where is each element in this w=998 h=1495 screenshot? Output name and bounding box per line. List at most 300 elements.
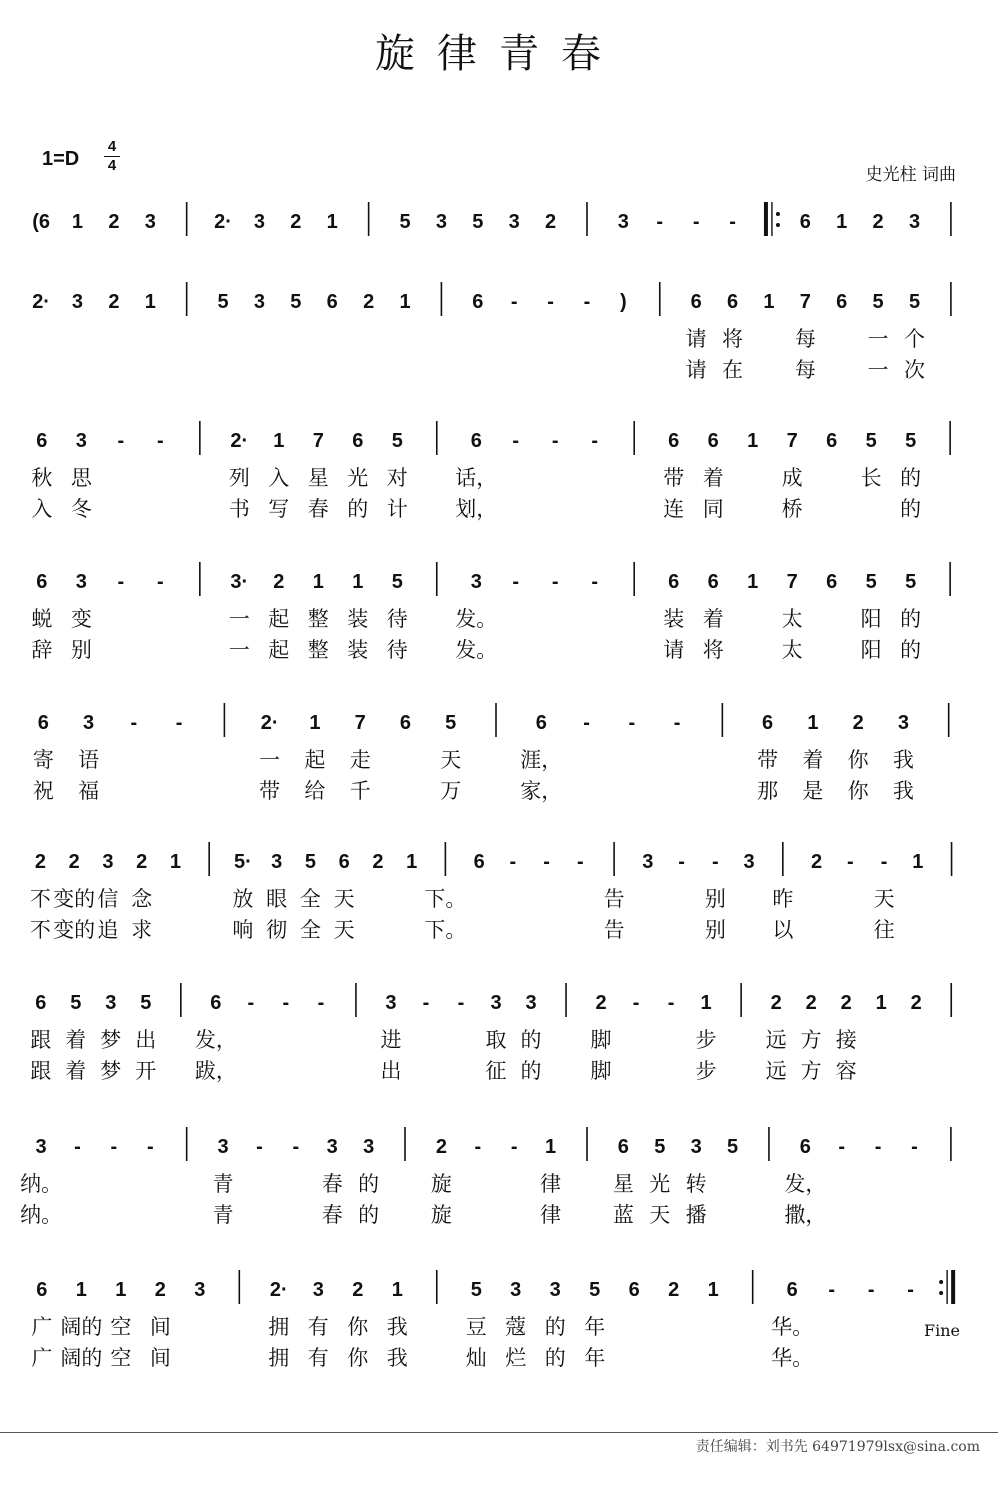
lyric-syllable: 带 xyxy=(757,748,779,772)
note: 3· xyxy=(230,571,249,593)
note-dash: - xyxy=(510,291,518,313)
lyric-syllable: 着 xyxy=(65,1059,87,1083)
note-dash: - xyxy=(157,571,164,593)
note: 1 xyxy=(71,211,84,233)
note: 3 xyxy=(83,712,95,734)
note: 2 xyxy=(545,211,557,233)
note: 2 xyxy=(435,1136,447,1158)
note: 2 xyxy=(668,1279,680,1301)
note: 1 xyxy=(391,1279,403,1301)
note: 2 xyxy=(872,211,884,233)
note: 6 xyxy=(826,571,838,593)
note: 5 xyxy=(472,211,484,233)
song-title: 旋律青春 xyxy=(375,31,623,77)
note: 6 xyxy=(668,571,680,593)
note: 7 xyxy=(786,430,798,452)
note: 5 xyxy=(726,1136,739,1158)
note: 6 xyxy=(36,571,48,593)
note-dash: - xyxy=(543,851,550,873)
lyric-syllable: 装 xyxy=(663,607,685,631)
lyric-syllable: 春 xyxy=(321,1172,343,1196)
lyric-syllable: 对 xyxy=(386,466,408,490)
note-dash: - xyxy=(474,1136,482,1158)
note: 6 xyxy=(786,1279,798,1301)
note: 3 xyxy=(510,1279,522,1301)
lyric-syllable: 华。 xyxy=(771,1315,814,1339)
note: 3 xyxy=(385,992,397,1014)
note: 2 xyxy=(34,851,46,873)
lyric-syllable: 出 xyxy=(380,1059,402,1083)
note: 5 xyxy=(589,1279,601,1301)
lyric-syllable: 追 xyxy=(97,918,119,942)
note: 6 xyxy=(399,712,412,734)
note: 6 xyxy=(473,851,485,873)
lyric-syllable: 万 xyxy=(440,779,462,803)
lyric-syllable: 将 xyxy=(722,327,744,351)
note: 3 xyxy=(144,211,156,233)
lyric-syllable: 每 xyxy=(794,358,816,382)
note-dash: - xyxy=(551,430,559,452)
lyric-syllable: 方 xyxy=(800,1028,822,1052)
note: 6 xyxy=(36,430,48,452)
lyric-syllable: 请 xyxy=(685,358,707,382)
lyric-syllable: 豆 xyxy=(465,1315,487,1339)
note: 2 xyxy=(290,211,302,233)
note: 6 xyxy=(836,291,848,313)
lyric-syllable: 的 xyxy=(358,1203,380,1227)
note: 3 xyxy=(743,851,755,873)
note-dash: - xyxy=(247,992,255,1014)
lyric-syllable: 别 xyxy=(704,918,726,942)
lyric-syllable: 给 xyxy=(304,779,326,803)
note: 3 xyxy=(470,571,482,593)
note: 2 xyxy=(910,992,922,1014)
note: 6 xyxy=(707,430,719,452)
lyric-syllable: 征 xyxy=(485,1059,507,1083)
note: 1 xyxy=(875,992,887,1014)
lyric-syllable: 次 xyxy=(904,358,926,382)
lyric-syllable: 我 xyxy=(386,1315,408,1339)
note: 7 xyxy=(312,430,324,452)
note: 1 xyxy=(75,1279,87,1301)
lyric-syllable: 连 xyxy=(663,497,685,521)
lyric-syllable: 旋 xyxy=(430,1172,452,1196)
note: 3 xyxy=(525,992,537,1014)
note: 1 xyxy=(406,851,418,873)
lyric-syllable: 天 xyxy=(333,918,355,942)
note: 6 xyxy=(36,1279,48,1301)
note-dash: - xyxy=(512,430,520,452)
lyric-syllable: 计 xyxy=(386,497,408,521)
lyric-syllable: 在 xyxy=(722,358,744,382)
lyric-syllable: 成 xyxy=(781,466,803,490)
lyric-syllable: 阳 xyxy=(860,638,882,662)
lyric-syllable: 拥 xyxy=(268,1315,290,1339)
note: 6 xyxy=(326,291,338,313)
note-dash: - xyxy=(583,291,591,313)
lyric-syllable: 祝 xyxy=(32,779,54,803)
note: 3 xyxy=(75,571,87,593)
lyric-syllable: 着 xyxy=(702,607,724,631)
note: 2 xyxy=(273,571,285,593)
lyric-syllable: 律 xyxy=(540,1172,562,1196)
lyric-syllable: 星 xyxy=(612,1172,634,1196)
lyric-syllable: 蜕 xyxy=(31,607,53,631)
lyric-syllable: 天 xyxy=(333,887,355,911)
lyric-syllable: 划， xyxy=(455,497,498,521)
note-dash: - xyxy=(577,851,584,873)
lyric-syllable: 变的 xyxy=(53,887,96,911)
lyric-syllable: 接 xyxy=(835,1028,857,1052)
note: 3 xyxy=(326,1136,338,1158)
lyric-syllable: 旋 xyxy=(430,1203,452,1227)
note: 6 xyxy=(690,291,702,313)
lyric-syllable: 纳。 xyxy=(20,1172,63,1196)
lyric-syllable: 阔的 xyxy=(60,1346,103,1370)
note: 3 xyxy=(642,851,654,873)
lyric-syllable: 起 xyxy=(304,748,326,772)
lyric-syllable: 请 xyxy=(663,638,685,662)
lyric-syllable: 下。 xyxy=(424,918,467,942)
note: 1 xyxy=(273,430,285,452)
note: 2 xyxy=(840,992,852,1014)
note-dash: - xyxy=(583,712,590,734)
lyric-syllable: 光 xyxy=(649,1172,671,1196)
note: 5· xyxy=(234,851,252,873)
lyric-syllable: 脚 xyxy=(590,1028,612,1052)
note-dash: - xyxy=(292,1136,300,1158)
lyric-syllable: 发。 xyxy=(455,638,498,662)
repeat-dot xyxy=(939,1291,943,1295)
note: 3 xyxy=(105,992,117,1014)
note: 1 xyxy=(115,1279,127,1301)
note-dash: - xyxy=(911,1136,918,1158)
note: 6 xyxy=(338,851,350,873)
note: 6 xyxy=(472,291,484,313)
lyric-syllable: 年 xyxy=(584,1315,606,1339)
lyric-syllable: 的 xyxy=(544,1315,566,1339)
note: 2· xyxy=(260,712,279,734)
note-dash: - xyxy=(157,430,164,452)
lyric-syllable: 全 xyxy=(299,918,321,942)
note: 3 xyxy=(253,211,266,233)
note: 3 xyxy=(363,1136,375,1158)
note-dash: - xyxy=(74,1136,81,1158)
lyric-syllable: 发， xyxy=(784,1172,827,1196)
lyric-syllable: 信 xyxy=(97,887,119,911)
note-dash: - xyxy=(146,1136,154,1158)
note: 1 xyxy=(169,851,181,873)
lyric-syllable: 间 xyxy=(149,1346,171,1370)
lyric-syllable: 的 xyxy=(520,1028,542,1052)
lyric-syllable: 我 xyxy=(892,779,914,803)
note: 5 xyxy=(908,291,921,313)
note: 1 xyxy=(700,992,712,1014)
note: 1 xyxy=(707,1279,719,1301)
lyric-syllable: 的 xyxy=(358,1172,380,1196)
lyric-syllable: 华。 xyxy=(771,1346,814,1370)
note-dash: - xyxy=(692,211,700,233)
lyric-syllable: 律 xyxy=(540,1203,562,1227)
note: 3 xyxy=(897,712,909,734)
note: 5 xyxy=(905,430,917,452)
note: 7 xyxy=(786,571,798,593)
lyric-syllable: 不 xyxy=(29,887,51,911)
lyric-syllable: 远 xyxy=(765,1059,787,1083)
lyric-syllable: 着 xyxy=(802,748,824,772)
lyric-syllable: 广 xyxy=(31,1346,53,1370)
lyric-syllable: 全 xyxy=(299,887,321,911)
note: 1 xyxy=(747,571,759,593)
note: 5 xyxy=(872,291,884,313)
lyric-syllable: 同 xyxy=(702,497,724,521)
note-dash: - xyxy=(457,992,465,1014)
note-dash: - xyxy=(547,291,554,313)
note-dash: - xyxy=(846,851,854,873)
note: 2· xyxy=(230,430,249,452)
lyric-syllable: 发， xyxy=(194,1028,237,1052)
lyric-syllable: 一 xyxy=(259,748,281,772)
key-signature: 1=D xyxy=(42,148,80,170)
lyric-syllable: 寄 xyxy=(32,748,54,772)
lyric-syllable: 书 xyxy=(228,497,250,521)
lyric-syllable: 响 xyxy=(232,918,254,942)
note-dash: - xyxy=(110,1136,118,1158)
lyric-syllable: 起 xyxy=(268,607,290,631)
lyric-syllable: 你 xyxy=(347,1315,369,1339)
note: 6 xyxy=(762,712,774,734)
note: 2 xyxy=(852,712,864,734)
lyric-syllable: 步 xyxy=(695,1059,717,1083)
lyric-syllable: 拥 xyxy=(268,1346,290,1370)
note: 1 xyxy=(763,291,775,313)
note: 3 xyxy=(35,1136,47,1158)
note-dash: - xyxy=(632,992,640,1014)
note: 3 xyxy=(490,992,502,1014)
lyric-syllable: 梦 xyxy=(100,1028,122,1052)
lyric-syllable: 放 xyxy=(232,887,254,911)
lyric-syllable: 的 xyxy=(900,638,922,662)
note: 3 xyxy=(194,1279,206,1301)
note: 6 xyxy=(826,430,838,452)
lyric-syllable: 不 xyxy=(29,918,51,942)
note: 3 xyxy=(508,211,520,233)
lyric-syllable: 跟 xyxy=(30,1059,52,1083)
lyric-syllable: 的 xyxy=(544,1346,566,1370)
note-dash: - xyxy=(729,211,736,233)
note-dash: - xyxy=(510,1136,518,1158)
lyric-syllable: 你 xyxy=(847,748,869,772)
note: 1 xyxy=(326,211,338,233)
lyric-syllable: 彻 xyxy=(266,918,288,942)
lyric-syllable: 个 xyxy=(904,327,926,351)
note: 5 xyxy=(140,992,152,1014)
note-dash: - xyxy=(656,211,664,233)
note: 5 xyxy=(905,571,917,593)
note: 2 xyxy=(363,291,375,313)
note: 6 xyxy=(210,992,222,1014)
note-dash: - xyxy=(591,571,599,593)
note: 6 xyxy=(799,211,811,233)
lyric-syllable: 青 xyxy=(212,1172,234,1196)
lyric-syllable: 涯， xyxy=(520,748,563,772)
lyric-syllable: 脚 xyxy=(590,1059,612,1083)
note: 5 xyxy=(470,1279,482,1301)
note-dash: - xyxy=(509,851,517,873)
lyric-syllable: 长 xyxy=(860,466,882,490)
lyric-syllable: 冬 xyxy=(70,497,92,521)
lyric-syllable: 福 xyxy=(78,779,100,803)
lyric-syllable: 千 xyxy=(349,779,371,803)
note-dash: - xyxy=(712,851,719,873)
note: 1 xyxy=(352,571,364,593)
note: 3 xyxy=(549,1279,561,1301)
time-signature-top: 4 xyxy=(107,138,117,155)
lyric-syllable: 请 xyxy=(685,327,707,351)
note-dash: - xyxy=(838,1136,846,1158)
note-dash: - xyxy=(130,712,138,734)
lyric-syllable: 变 xyxy=(70,607,92,631)
note: 5 xyxy=(399,211,411,233)
note-dash: - xyxy=(880,851,888,873)
lyric-syllable: 灿 xyxy=(465,1346,487,1370)
fine-label: Fine xyxy=(924,1321,960,1340)
lyric-syllable: 的 xyxy=(520,1059,542,1083)
lyric-syllable: 秋 xyxy=(31,466,53,490)
lyric-syllable: 阔的 xyxy=(60,1315,103,1339)
lyric-syllable: 入 xyxy=(268,466,290,490)
lyric-syllable: 远 xyxy=(765,1028,787,1052)
lyric-syllable: 带 xyxy=(259,779,281,803)
lyric-syllable: 整 xyxy=(307,607,329,631)
lyric-syllable: 那 xyxy=(757,779,779,803)
note: 5 xyxy=(217,291,229,313)
note: 6 xyxy=(535,712,547,734)
lyric-syllable: 我 xyxy=(892,748,914,772)
lyric-syllable: 进 xyxy=(380,1028,402,1052)
lyric-syllable: 是 xyxy=(802,779,824,803)
lyric-syllable: 一 xyxy=(228,607,250,631)
lyric-syllable: 有 xyxy=(307,1346,329,1370)
note: 1 xyxy=(312,571,324,593)
lyric-syllable: 太 xyxy=(781,638,803,662)
note: 5 xyxy=(865,571,877,593)
note: 1 xyxy=(747,430,759,452)
lyric-syllable: 装 xyxy=(347,607,369,631)
note: 5 xyxy=(654,1136,666,1158)
note: 2 xyxy=(811,851,823,873)
lyric-syllable: 待 xyxy=(386,607,408,631)
lyric-syllable: 星 xyxy=(307,466,329,490)
lyric-syllable: 起 xyxy=(268,638,290,662)
lyric-syllable: 有 xyxy=(307,1315,329,1339)
note-dash: - xyxy=(628,712,636,734)
note: 2 xyxy=(108,211,120,233)
lyric-syllable: 着 xyxy=(702,466,724,490)
note: 1 xyxy=(309,712,321,734)
note: 3 xyxy=(75,430,87,452)
lyric-syllable: 语 xyxy=(78,748,100,772)
note: 6 xyxy=(37,712,49,734)
lyric-syllable: 广 xyxy=(31,1315,53,1339)
note-dash: - xyxy=(512,571,520,593)
lyric-syllable: 太 xyxy=(781,607,803,631)
lyric-syllable: 空 xyxy=(110,1346,132,1370)
lyric-syllable: 跋， xyxy=(194,1059,237,1083)
note-dash: - xyxy=(907,1279,914,1301)
lyric-syllable: 话， xyxy=(455,466,498,490)
note: 2· xyxy=(269,1279,288,1301)
note: 3 xyxy=(312,1279,324,1301)
note: 2 xyxy=(108,291,120,313)
note: 1 xyxy=(144,291,156,313)
note: 6 xyxy=(352,430,364,452)
note: 6 xyxy=(799,1136,811,1158)
note: ) xyxy=(620,291,627,313)
note: 2 xyxy=(595,992,607,1014)
note-dash: - xyxy=(678,851,685,873)
note: (6 xyxy=(32,211,50,233)
footer-editor-credit: 责任编辑：刘书先 64971979lsx@sina.com xyxy=(695,1439,980,1455)
lyric-syllable: 取 xyxy=(485,1028,507,1052)
note-dash: - xyxy=(673,712,681,734)
lyric-syllable: 整 xyxy=(307,638,329,662)
lyric-syllable: 告 xyxy=(603,887,625,911)
lyric-syllable: 蔻 xyxy=(505,1315,527,1339)
lyric-syllable: 方 xyxy=(800,1059,822,1083)
note-dash: - xyxy=(422,992,430,1014)
lyric-syllable: 你 xyxy=(847,779,869,803)
lyric-syllable: 下。 xyxy=(424,887,467,911)
lyric-syllable: 的 xyxy=(900,497,922,521)
lyric-syllable: 一 xyxy=(867,327,889,351)
note-dash: - xyxy=(591,430,599,452)
lyric-syllable: 纳。 xyxy=(20,1203,63,1227)
note: 2 xyxy=(770,992,782,1014)
lyric-syllable: 春 xyxy=(321,1203,343,1227)
lyric-syllable: 的 xyxy=(347,497,369,521)
lyric-syllable: 开 xyxy=(135,1059,157,1083)
note: 6 xyxy=(726,291,739,313)
lyric-syllable: 撒， xyxy=(784,1203,827,1227)
note: 6 xyxy=(617,1136,629,1158)
note: 2 xyxy=(154,1279,166,1301)
note-dash: - xyxy=(828,1279,835,1301)
note: 5 xyxy=(445,712,457,734)
lyric-syllable: 阳 xyxy=(860,607,882,631)
note: 3 xyxy=(435,211,447,233)
note-dash: - xyxy=(282,992,290,1014)
lyric-syllable: 步 xyxy=(695,1028,717,1052)
lyric-syllable: 待 xyxy=(386,638,408,662)
lyric-syllable: 装 xyxy=(347,638,369,662)
lyric-syllable: 青 xyxy=(212,1203,234,1227)
note: 3 xyxy=(617,211,629,233)
repeat-dot xyxy=(776,223,780,227)
lyric-syllable: 别 xyxy=(704,887,726,911)
lyric-syllable: 念 xyxy=(131,887,153,911)
lyric-syllable: 列 xyxy=(228,466,250,490)
note: 3 xyxy=(253,291,266,313)
lyric-syllable: 空 xyxy=(110,1315,132,1339)
note-dash: - xyxy=(667,992,675,1014)
lyric-syllable: 眼 xyxy=(266,887,288,911)
lyric-syllable: 一 xyxy=(867,358,889,382)
lyric-syllable: 往 xyxy=(873,918,895,942)
lyric-syllable: 你 xyxy=(347,1346,369,1370)
note: 5 xyxy=(865,430,877,452)
note: 5 xyxy=(70,992,82,1014)
